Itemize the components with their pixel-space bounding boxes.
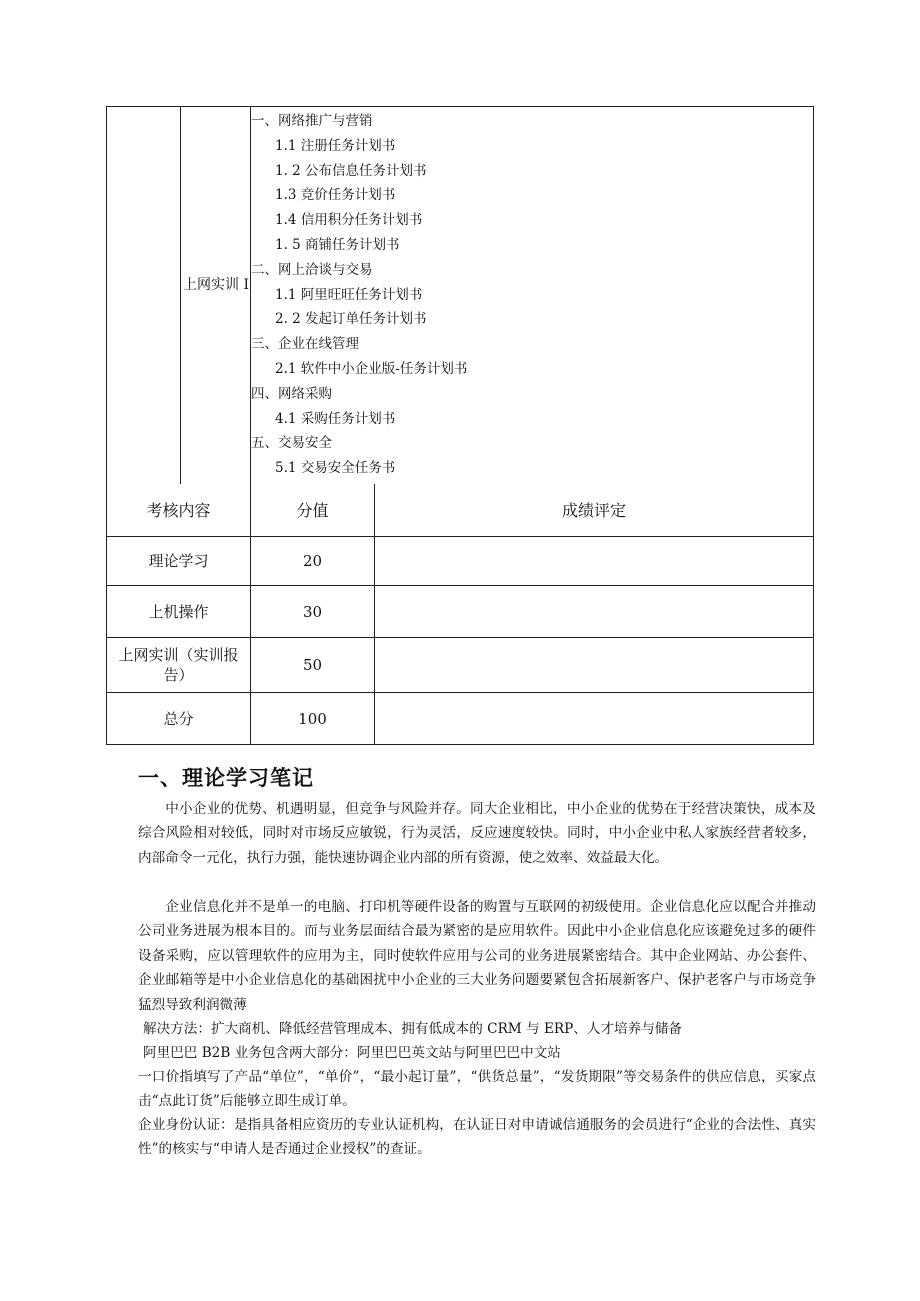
- row-score: 100: [298, 709, 327, 728]
- plan-item: 1. 2 公布信息任务计划书: [275, 162, 427, 179]
- row-evaluation: [375, 638, 813, 692]
- table-border-bottom: [106, 744, 814, 745]
- row-evaluation: [375, 537, 813, 585]
- plan-item: 2.1 软件中小企业版-任务计划书: [275, 360, 468, 377]
- notes-paragraph: 中小企业的优势、机遇明显，但竞争与风险并存。同大企业相比，中小企业的优势在于经营决策快，成本及综合风险相对较低，同时对市场反应敏锐，行为灵活，反应速度较快。同时，中小企业中私人家族经营者较多，内部命令一元化，执行力强，能快速协调企业内部的所有资源，使之效率、效益最大化。: [138, 801, 816, 866]
- row-evaluation: [375, 693, 813, 744]
- plan-item: 三、企业在线管理: [251, 336, 359, 353]
- plan-item: 五、交易安全: [251, 435, 332, 452]
- table-border-top: [106, 106, 814, 107]
- plan-item: 1.1 注册任务计划书: [275, 137, 396, 154]
- row-content: 上网实训（实训报告）: [118, 646, 239, 684]
- row-content: 总分: [163, 709, 194, 728]
- header-evaluation: 成绩评定: [561, 501, 626, 520]
- notes-paragraph: 阿里巴巴 B2B 业务包含两大部分：阿里巴巴英文站与阿里巴巴中文站: [143, 1045, 561, 1061]
- plan-item: 1.1 阿里旺旺任务计划书: [275, 286, 423, 303]
- row-evaluation: [375, 586, 813, 637]
- plan-item: 1.3 竞价任务计划书: [275, 187, 396, 204]
- plan-item: 1. 5 商铺任务计划书: [275, 236, 400, 253]
- training-plan-list: [251, 109, 467, 481]
- plan-item: 5.1 交易安全任务书: [275, 460, 396, 477]
- row-content: 理论学习: [148, 552, 209, 570]
- notes-title: 一、理论学习笔记: [138, 766, 314, 790]
- plan-item: 二、网上洽谈与交易: [251, 261, 373, 278]
- plan-item: 2. 2 发起订单任务计划书: [275, 311, 427, 328]
- row-score: 50: [302, 656, 323, 674]
- training-side-label: 上网实训 I: [183, 277, 249, 293]
- header-score: 分值: [296, 501, 329, 520]
- plan-item: 一、网络推广与营销: [251, 113, 373, 129]
- row-score: 20: [302, 552, 323, 570]
- row-content: 上机操作: [148, 602, 209, 621]
- row-score: 30: [302, 602, 323, 621]
- notes-paragraph: 解决方法：扩大商机、降低经营管理成本、拥有低成本的 CRM 与 ERP、人才培养与储备: [143, 1021, 683, 1037]
- notes-paragraph: 企业身份认证：是指具备相应资历的专业认证机构，在认证日对申请诚信通服务的会员进行“企业的合法性、真实性”的核实与“申请人是否通过企业授权”的查证。: [138, 1117, 816, 1158]
- plan-item: 1.4 信用积分任务计划书: [275, 212, 423, 229]
- plan-item: 4.1 采购任务计划书: [275, 410, 396, 427]
- plan-item: 四、网络采购: [251, 385, 332, 402]
- table-border-right: [813, 106, 814, 745]
- header-content: 考核内容: [146, 501, 211, 520]
- notes-paragraph: 一口价指填写了产品“单位”，“单价”，“最小起订量”，“供货总量”，“发货期限”等交易条件的供应信息，买家点击“点此订货”后能够立即生成订单。: [138, 1069, 816, 1110]
- notes-paragraph: 企业信息化并不是单一的电脑、打印机等硬件设备的购置与互联网的初级使用。企业信息化应以配合并推动公司业务进展为根本目的。而与业务层面结合最为紧密的是应用软件。因此中小企业信息化应该避免过多的硬件设备采购，应以管理软件的应用为主，同时使软件应用与公司的业务进展紧密结合。其中企业网站、办公套件、企业邮箱等是中小企业信息化的基础困扰中小企业的三大业务问题要紧包含拓展新客户、保护老客户与市场竞争猛烈导致利润微薄: [138, 899, 816, 1013]
